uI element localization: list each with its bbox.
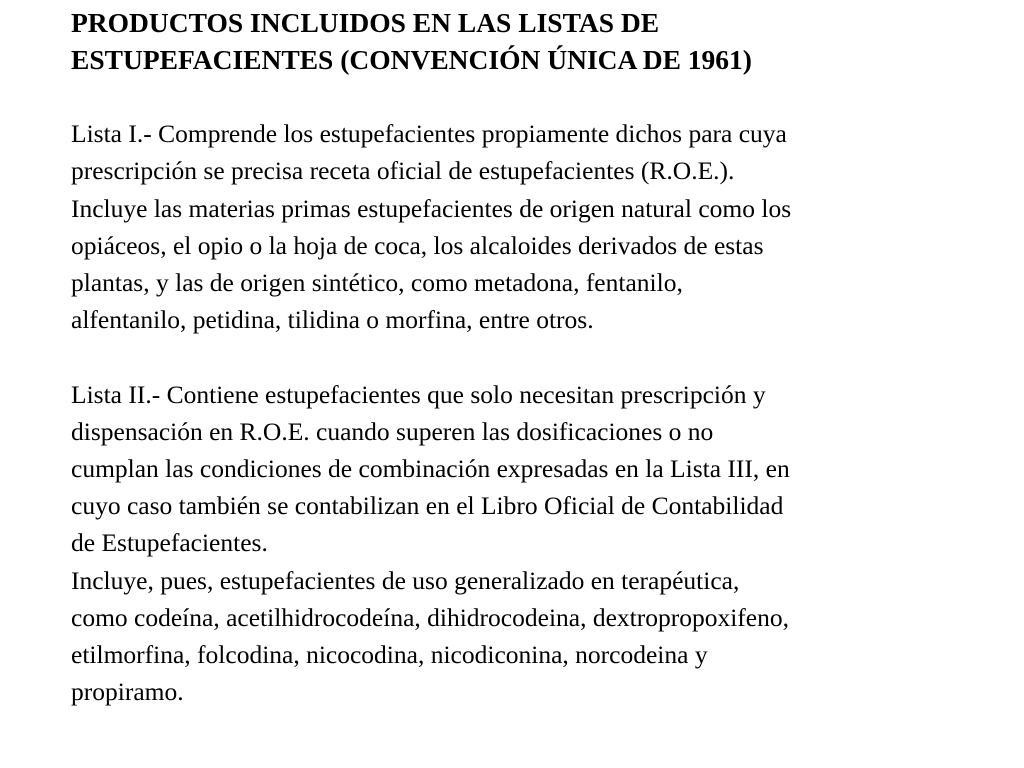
paragraph-line: opiáceos, el opio o la hoja de coca, los alcaloides derivados de estas xyxy=(71,230,764,260)
spacer xyxy=(71,338,971,375)
paragraph-line: dispensación en R.O.E. cuando superen las dosificaciones o no xyxy=(71,416,714,446)
title-line: ESTUPEFACIENTES (CONVENCIÓN ÚNICA DE 1961) xyxy=(71,44,752,75)
paragraph-line: propiramo. xyxy=(71,677,184,707)
paragraph-line: plantas, y las de origen sintético, como metadona, fentanilo, xyxy=(71,268,683,297)
paragraph-line: alfentanilo, petidina, tilidina o morfina, entre otros. xyxy=(71,305,594,335)
paragraph-line: etilmorfina, folcodina, nicocodina, nicodiconina, norcodeina y xyxy=(71,640,708,670)
paragraph-line: prescripción se precisa receta oficial de estupefacientes (R.O.E.). xyxy=(71,156,735,186)
lista-1-text: .- Comprende los estupefacientes propiamente dichos para cuya xyxy=(136,119,787,149)
paragraph-line: cumplan las condiciones de combinación expresadas en la Lista III, en xyxy=(71,454,790,483)
paragraph-line: Incluye las materias primas estupefacientes de origen natural como los xyxy=(71,193,792,223)
paragraph-line: cuyo caso también se contabilizan en el Libro Oficial de Contabilidad xyxy=(71,491,784,521)
paragraph-line xyxy=(71,376,971,413)
page-title xyxy=(71,4,971,78)
lista-1-label: Lista I xyxy=(71,119,137,149)
title-line: PRODUCTOS INCLUIDOS EN LAS LISTAS DE xyxy=(71,7,660,38)
lista-2-text: .- Contiene estupefacientes que solo necesitan prescripción y xyxy=(145,379,766,409)
paragraph-line xyxy=(71,115,971,152)
spacer xyxy=(71,78,971,115)
paragraph-line: como codeína, acetilhidrocodeína, dihidrocodeina, dextropropoxifeno, xyxy=(71,602,789,632)
lista-2-label: Lista II xyxy=(71,379,146,409)
lista-2-paragraph xyxy=(71,376,971,711)
lista-1-paragraph xyxy=(71,115,971,338)
slide-content xyxy=(71,4,971,710)
paragraph-line: de Estupefacientes. xyxy=(71,528,268,558)
paragraph-line: Incluye, pues, estupefacientes de uso generalizado en terapéutica, xyxy=(71,565,740,595)
